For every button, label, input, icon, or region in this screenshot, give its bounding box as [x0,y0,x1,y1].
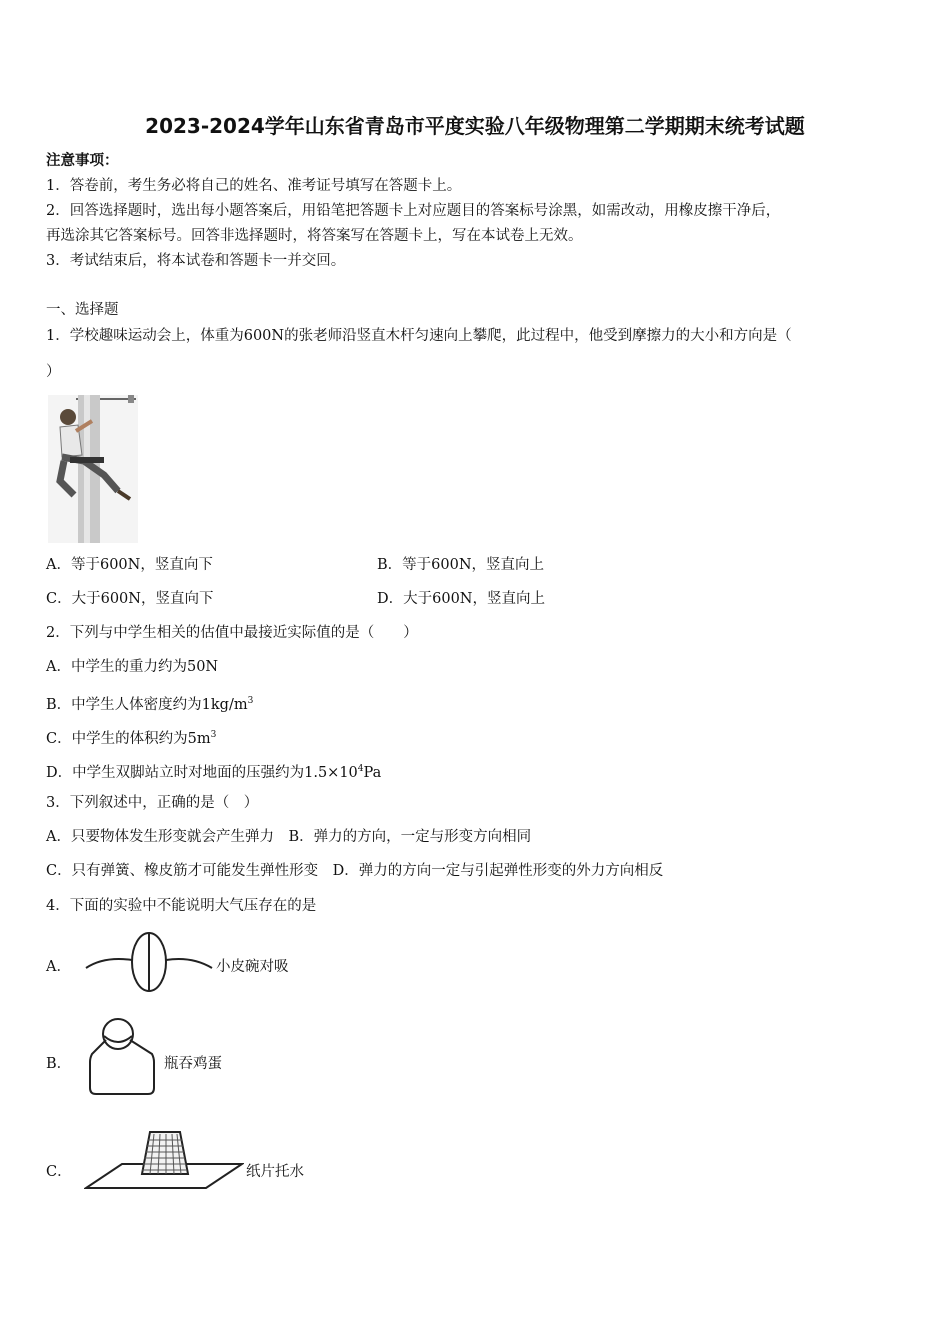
q3-stem: 3．下列叙述中，正确的是（ ） [46,795,259,811]
q2-option-b-text: B．中学生人体密度约为1kg/m [46,697,248,713]
notice-item-2-cont: 再选涂其它答案标号。回答非选择题时，将答案写在答题卡上，写在本试卷上无效。 [46,228,583,244]
q2-option-c [46,725,216,749]
q4-option-a-label: 小皮碗对吸 [216,959,289,975]
q1-option-d: D．大于600N，竖直向上 [377,591,545,607]
section-heading: 一、选择题 [46,302,119,318]
q2-option-b [46,691,253,715]
q2-option-c-text: C．中学生的体积约为5m [46,731,211,747]
climbing-teacher-figure [48,395,138,543]
q2-option-d [46,759,381,783]
q2-stem: 2．下列与中学生相关的估值中最接近实际值的是（ ） [46,625,418,641]
q4-option-b-letter: B． [46,1056,72,1072]
q2-option-d-text: D．中学生双脚站立时对地面的压强约为1.5×10 [46,765,358,781]
q4-stem: 4．下面的实验中不能说明大气压存在的是 [46,898,317,914]
q1-option-c: C．大于600N，竖直向下 [46,591,214,607]
notice-heading: 注意事项： [46,152,119,169]
q1-option-a: A．等于600N，竖直向下 [46,557,213,573]
q4-option-c-letter: C． [46,1164,72,1180]
q2-option-d-sup: 4 [357,764,364,774]
q1-stem-end: ） [46,364,61,380]
notice-item-3: 3．考试结束后，将本试卷和答题卡一并交回。 [46,253,346,269]
q4-option-a-letter: A． [46,959,71,975]
q2-option-a: A．中学生的重力约为50N [46,659,219,675]
q2-option-c-sup: 3 [210,730,217,740]
paper-holds-water-figure [84,1128,244,1194]
q3-options-cd: C．只有弹簧、橡皮筋才可能发生弹性形变 D．弹力的方向一定与引起弹性形变的外力方向相反 [46,863,664,879]
bottle-egg-figure [86,1016,158,1098]
suction-cups-figure [84,930,214,996]
q2-option-d-unit: Pa [363,765,382,781]
notice-item-1: 1．答卷前，考生务必将自己的姓名、准考证号填写在答题卡上。 [46,178,462,194]
q1-stem: 1．学校趣味运动会上，体重为600N的张老师沿竖直木杆匀速向上攀爬，此过程中，他受到摩擦力的大小和方向是（ [46,328,792,344]
q4-option-c-label: 纸片托水 [246,1164,304,1180]
q3-options-ab: A．只要物体发生形变就会产生弹力 B．弹力的方向，一定与形变方向相同 [46,829,532,845]
page-title: 2023-2024学年山东省青岛市平度实验八年级物理第二学期期末统考试题 [145,114,805,138]
notice-item-2: 2．回答选择题时，选出每小题答案后，用铅笔把答题卡上对应题目的答案标号涂黑，如需改动，用橡皮擦干净后， [46,203,781,219]
q2-option-b-sup: 3 [247,696,254,706]
q1-option-b: B．等于600N，竖直向上 [377,557,545,573]
q4-option-b-label: 瓶吞鸡蛋 [164,1056,222,1072]
